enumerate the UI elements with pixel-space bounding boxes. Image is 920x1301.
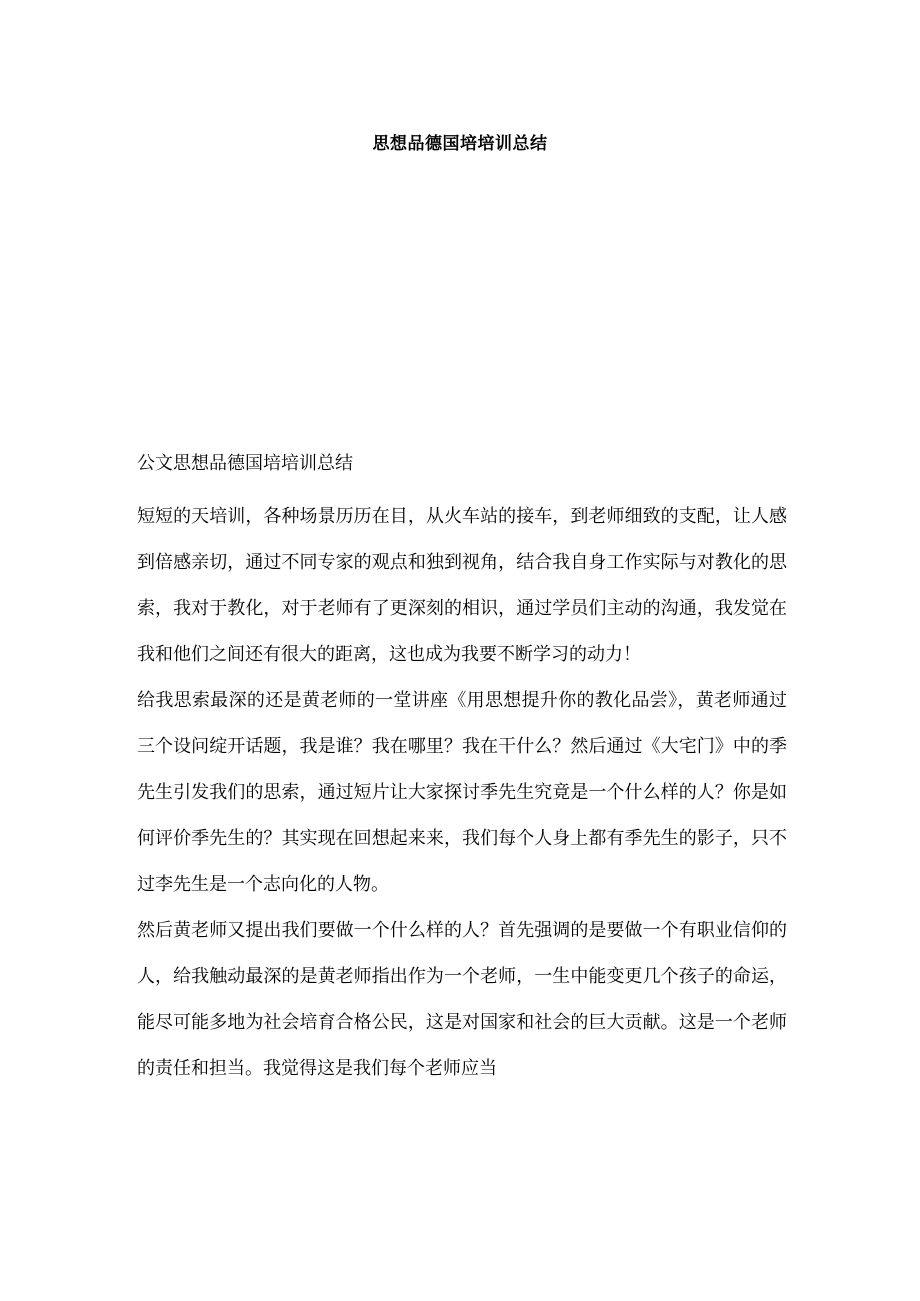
paragraph-3: 然后黄老师又提出我们要做一个什么样的人？首先强调的是要做一个有职业信仰的人，给我触动最深的是黄老师指出作为一个老师，一生中能变更几个孩子的命运，能尽可能多地为社会培育合格公民，这是对国家和社会的巨大贡献。这是一个老师的责任和担当。我觉得这是我们每个老师应当 [137, 920, 787, 1079]
paragraph-2: 给我思索最深的还是黄老师的一堂讲座《用思想提升你的教化品尝》，黄老师通过三个设问绽开话题，我是谁？我在哪里？我在干什么？然后通过《大宅门》中的季先生引发我们的思索，通过短片让大家探讨季先生究竟是一个什么样的人？你是如何评价季先生的？其实现在回想起来来，我们每个人身上都有季先生的影子，只不过李先生是一个志向化的人物。 [137, 690, 787, 895]
paragraph-1: 短短的天培训，各种场景历历在目，从火车站的接车，到老师细致的支配，让人感到倍感亲切，通过不同专家的观点和独到视角，结合我自身工作实际与对教化的思索，我对于教化，对于老师有了更深刻的相识，通过学员们主动的沟通，我发觉在我和他们之间还有很大的距离，这也成为我要不断学习的动力！ [137, 506, 787, 665]
document-body [137, 494, 787, 1092]
document-title: 思想品德国培培训总结 [372, 134, 548, 154]
document-subtitle: 公文思想品德国培培训总结 [137, 453, 353, 474]
